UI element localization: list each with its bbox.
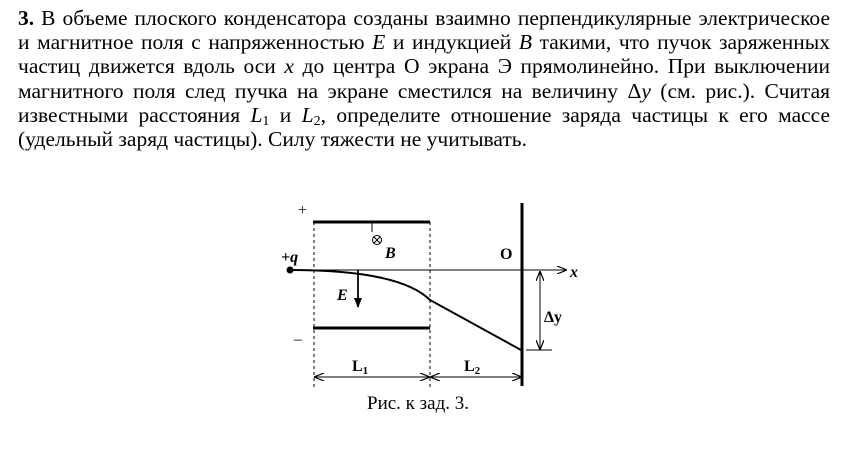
subscript-1: 1 (262, 113, 270, 129)
into-page-icon (373, 236, 382, 245)
text-part: и индукцией (385, 30, 519, 55)
text-part: В объеме плоского конденсатора созданы взаимно перпендикулярные электрическое и магнитное поля с напряженностью (18, 6, 830, 55)
text-part: такими, что пучок заряженных частиц движется вдоль оси (18, 30, 830, 79)
text-part: , определите отношение заряда частицы к его массе (удельный заряд частицы). Силу тяжести не учитывать. (18, 102, 831, 152)
charge-label: +q (281, 249, 299, 266)
subscript-2: 2 (313, 113, 321, 129)
symbol-B: B (518, 30, 532, 55)
symbol-L2: L (301, 102, 314, 127)
e-label: E (337, 287, 348, 304)
text-part: и (269, 102, 302, 127)
x-axis-label: x (570, 264, 578, 281)
symbol-delta: Δ (627, 78, 642, 103)
l2-label: L2 (464, 358, 481, 377)
text-part: (см. рис.). Считая известными расстояния (18, 78, 830, 127)
text-part: до центра О экрана Э прямолинейно. При выключении магнитного поля след пучка на экране сместился на величину (18, 54, 830, 103)
problem-number: 3. (18, 6, 35, 30)
symbol-L1: L (250, 102, 263, 127)
trajectory (290, 270, 521, 350)
center-label-O: O (500, 246, 513, 263)
symbol-y: y (641, 78, 651, 103)
plus-sign: + (298, 202, 308, 219)
symbol-E: E (372, 30, 386, 55)
symbol-x: x (284, 54, 294, 79)
b-label: B (385, 245, 396, 262)
minus-sign: – (294, 331, 302, 348)
dy-label: Δy (544, 309, 563, 326)
l1-label: L1 (352, 358, 369, 377)
figure-caption: Рис. к зад. 3. (367, 393, 470, 414)
